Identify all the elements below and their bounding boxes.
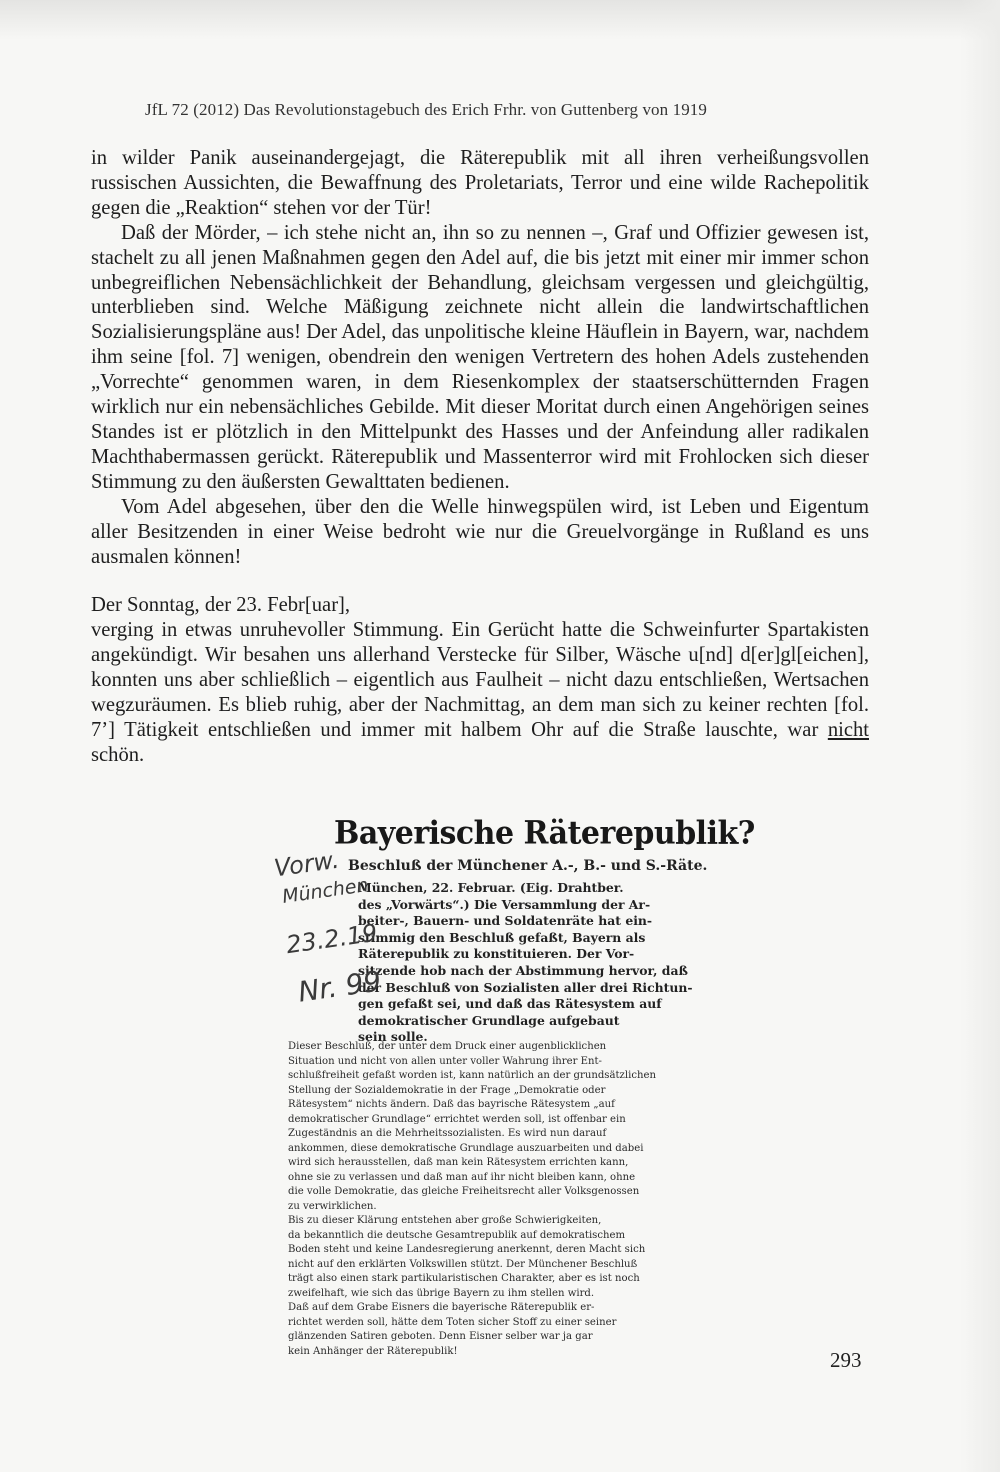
clipping-title: Bayerische Räterepublik?	[334, 815, 755, 852]
clipping-body-line: ohne sie zu verlassen und daß man auf ihr nicht bleiben kann, ohne	[288, 1171, 636, 1183]
scan-shadow-top	[0, 0, 1000, 40]
clipping-body-line: Boden steht und keine Landesregierung anerkennt, deren Macht sich	[288, 1244, 646, 1255]
handwritten-annotation: München	[280, 874, 370, 908]
clipping-lead-line: sitzende hob nach der Abstimmung hervor, daß	[358, 962, 688, 978]
clipping-lead	[358, 880, 693, 1046]
clipping-body-line: da bekanntlich die deutsche Gesamtrepublik auf demokratischem	[288, 1229, 626, 1241]
clipping-lead-line: sein solle.	[358, 1029, 428, 1045]
body-text	[91, 146, 869, 768]
clipping-lead-line: demokratischer Grundlage aufgebaut	[358, 1012, 620, 1028]
paragraph-2: Daß der Mörder, – ich stehe nicht an, ihn so zu nennen –, Graf und Offizier gewesen ist, stachelt zu all jenen Maßnahmen gegen den Adel auf, die bis jetzt mit einer mir immer schon unbegreiflichen Nebensächlichkeit der Behandlung, gleichsam vergessen und gleichgültig, unterblieben sind. Welche Mäßigung zeichnete nicht allein die landwirtschaftlichen Sozialisierungspläne aus! Der Adel, das unpolitische kleine Häuflein in Bayern, war, nachdem ihm seine [fol. 7] wenigen, obendrein den wenigen Vertretern des hohen Adels zustehenden „Vorrechte“ genommen waren, in dem Riesenkomplex der staatserschütternden Fragen wirklich nur ein nebensächliches Gebilde. Mit dieser Moritat durch einen Angehörigen seines Standes ist er plötzlich in den Mittelpunkt des Hasses und der Anfeindung aller radikalen Machthabermassen gerückt. Räterepublik und Massenterror wird mit Frohlocken sich dieser Stimmung zu den äußersten Gewalttaten bedienen.	[91, 221, 869, 493]
paragraph-5-end: schön.	[91, 743, 145, 766]
clipping-lead-line: Räterepublik zu konstituieren. Der Vor-	[358, 946, 635, 962]
clipping-body-line: zu verwirklichen.	[288, 1200, 377, 1212]
paragraph-1: in wilder Panik auseinandergejagt, die Räterepublik mit all ihren verheißungsvollen russischen Aussichten, die Bewaffnung des Proletariats, Terror und eine wilde Rachepolitik gegen die „Reaktion“ stehen vor der Tür!	[91, 147, 869, 219]
underlined-word: nicht	[827, 718, 869, 741]
clipping-body-line: Bis zu dieser Klärung entstehen aber große Schwierigkeiten,	[288, 1215, 602, 1226]
paragraph-5	[91, 618, 869, 767]
clipping-body-line: kein Anhänger der Räterepublik!	[288, 1345, 458, 1357]
clipping-lead-line: beiter-, Bauern- und Soldatenräte hat ein-	[358, 913, 653, 929]
clipping-lead-line: gen gefaßt sei, und daß das Rätesystem auf	[358, 996, 662, 1012]
clipping-lead-line: des „Vorwärts“.) Die Versammlung der Ar-	[358, 896, 651, 912]
clipping-body-line: trägt also einen stark partikularistischen Charakter, aber es ist noch	[288, 1273, 640, 1284]
scan-shadow-right	[960, 0, 1000, 1472]
clipping-body-line: Dieser Beschluß, der unter dem Druck einer augenblicklichen	[288, 1041, 607, 1052]
clipping-body-line: wird sich herausstellen, daß man kein Rätesystem errichten kann,	[288, 1157, 629, 1168]
clipping-body-line: Rätesystem“ nichts ändern. Daß das bayrische Rätesystem „auf	[288, 1099, 615, 1110]
clipping-body-line: Zugeständnis an die Mehrheitssozialisten. Es wird nun darauf	[288, 1128, 607, 1139]
clipping-body-line: richtet werden soll, hätte dem Toten sicher Stoff zu einer seiner	[288, 1316, 617, 1328]
clipping-body-line: glänzenden Satiren geboten. Denn Eisner selber war ja gar	[288, 1331, 593, 1342]
clipping-body-line: zweifelhaft, wie sich das übrige Bayern zu ihm stellen wird.	[288, 1287, 595, 1299]
clipping-body-line: schlußfreiheit gefaßt worden ist, kann natürlich an der grundsätzlichen	[288, 1070, 656, 1081]
paragraph-3: Vom Adel abgesehen, über den die Welle hinwegspülen wird, ist Leben und Eigentum aller Besitzenden in einer Weise bedroht wie nur die Greuelvorgänge in Rußland es uns ausmalen können!	[91, 495, 869, 568]
clipping-body-line: Stellung der Sozialdemokratie in der Frage „Demokratie oder	[288, 1084, 606, 1096]
clipping-lead-line: München, 22. Februar. (Eig. Drahtber.	[358, 880, 624, 895]
clipping-body-line: ankommen, diese demokratische Grundlage auszuarbeiten und dabei	[288, 1142, 644, 1154]
date-heading: Der Sonntag, der 23. Febr[uar],	[91, 594, 351, 617]
clipping-body-line: die volle Demokratie, das gleiche Freiheitsrecht aller Volksgenossen	[288, 1186, 640, 1197]
clipping-lead-line: der Beschluß von Sozialisten aller drei Richtun-	[358, 979, 693, 995]
page-number: 293	[830, 1348, 862, 1372]
handwritten-annotation: Vorw.	[272, 845, 341, 883]
clipping-lead-line: stimmig den Beschluß gefaßt, Bayern als	[358, 929, 646, 945]
clipping-body-line: demokratischer Grundlage“ errichtet werden soll, ist offenbar ein	[288, 1113, 626, 1125]
clipping-subtitle: Beschluß der Münchener A.-, B.- und S.-Räte.	[348, 858, 708, 874]
clipping-body-line: nicht auf den erklärten Volkswillen stützt. Der Münchener Beschluß	[288, 1258, 638, 1270]
handwritten-annotation: 23.2.19	[284, 918, 380, 960]
clipping-body-line: Daß auf dem Grabe Eisners die bayerische Räterepublik er-	[288, 1302, 595, 1313]
clipping-body	[288, 1040, 693, 1359]
clipping-body-line: Situation und nicht von allen unter voller Wahrung ihrer Ent-	[288, 1055, 602, 1067]
running-head: JfL 72 (2012) Das Revolutionstagebuch des Erich Frhr. von Guttenberg von 1919	[145, 100, 708, 119]
paragraph-5-text: verging in etwas unruhevoller Stimmung. Ein Gerücht hatte die Schweinfurter Spartakisten angekündigt. Wir besahen uns allerhand Verstecke für Silber, Wäsche u[nd] d[er]gl[eichen], konnten uns aber schließlich – eigentlich aus Faulheit – nicht dazu entschließen, Wertsachen wegzuräumen. Es blieb ruhig, aber der Nachmittag, an dem man sich zu keiner rechten [fol. 7’] Tätigkeit entschließen und immer mit halbem Ohr auf die Straße lauschte, war	[91, 619, 869, 741]
handwritten-annotation: Nr. 99	[296, 964, 384, 1009]
